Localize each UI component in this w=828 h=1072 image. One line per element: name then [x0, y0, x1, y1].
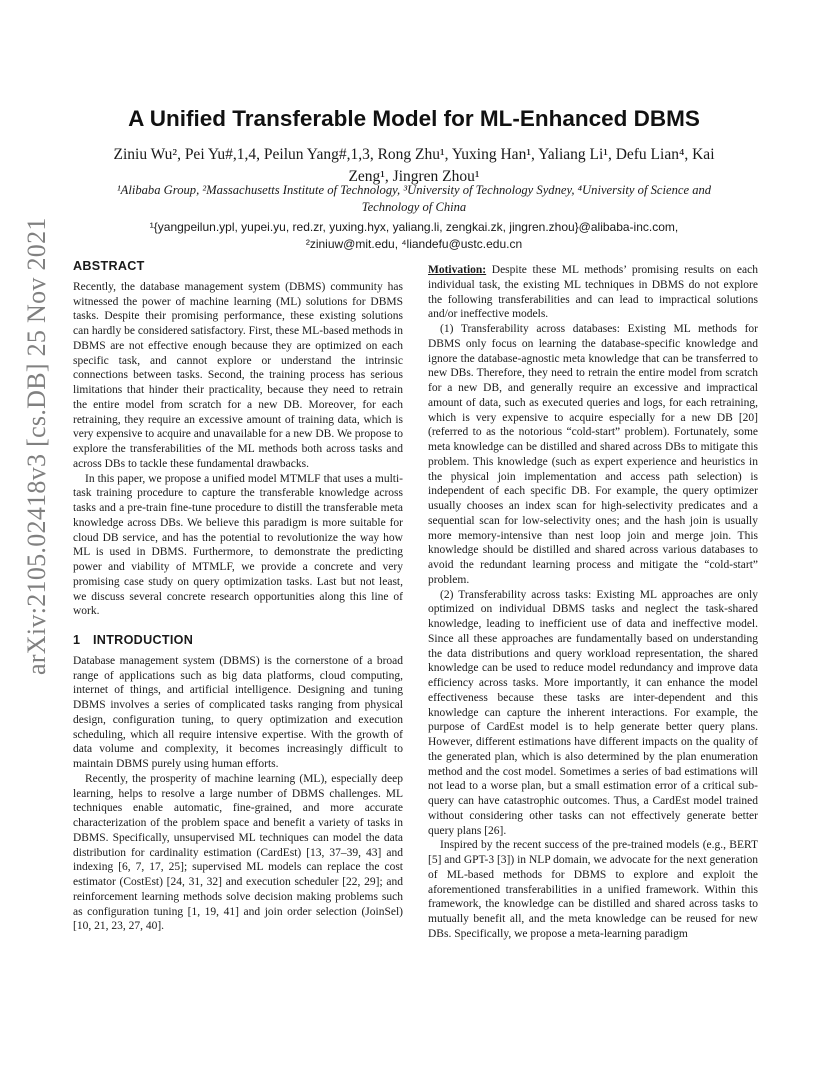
authors-line-2: Zeng¹, Jingren Zhou¹	[348, 168, 480, 185]
motivation-paragraph	[428, 263, 758, 322]
authors-line-1: Ziniu Wu², Pei Yu#,1,4, Peilun Yang#,1,3, Rong Zhu¹, Yuxing Han¹, Yaliang Li¹, Defu Lian⁴, Kai	[113, 146, 715, 163]
motivation-text: Despite these ML methods’ promising results on each individual task, the existing ML techniques in DBMS do not explore the following transferabilities and can lead to impractical solutions and/or ineffective models.	[428, 264, 758, 321]
abstract-heading: ABSTRACT	[73, 259, 145, 273]
right-column	[428, 263, 758, 942]
motivation-label: Motivation:	[428, 264, 487, 276]
section-number: 1	[73, 633, 81, 647]
intro-paragraph-2: Recently, the prosperity of machine learning (ML), especially deep learning, helps to resolve a large number of DBMS challenges. ML techniques enable automatic, fine-grained, and more accurate characterization of the problem space and benefit a variety of tasks in DBMS. Specifically, unsupervised ML techniques can model the data distribution for cardinality estimation (CardEst) [13, 37–39, 43] and indexing [6, 7, 17, 25]; supervised ML models can replace the cost estimator (CostEst) [24, 31, 32] and execution scheduler [22, 29]; and reinforcement learning methods solve decision making problems such as configuration tuning [1, 19, 41] and join order selection (JoinSel) [10, 21, 23, 27, 40].	[73, 772, 403, 933]
emails-line-2: ²ziniuw@mit.edu, ⁴liandefu@ustc.edu.cn	[305, 237, 523, 251]
left-column	[73, 259, 403, 934]
section-title: INTRODUCTION	[93, 633, 194, 647]
introduction-heading	[73, 633, 403, 648]
author-emails	[80, 219, 748, 253]
emails-line-1: ¹{yangpeilun.ypl, yupei.yu, red.zr, yuxing.hyx, yaliang.li, zengkai.zk, jingren.zhou}@alibaba-inc.com,	[149, 220, 679, 234]
transferability-databases-paragraph: (1) Transferability across databases: Existing ML methods for DBMS only focus on learning the database-specific knowledge and ignore the database-agnostic meta knowledge that can be transferred to new DBs. Therefore, they need to retrain the entire model from scratch for a new DB, and generally require an excessive and impractical amount of data, such as executed queries and logs, for each retraining, which is very expensive to acquire especially for a new DB [20] (referred to as the notorious “cold-start” problem). Fortunately, some meta knowledge can be distilled and shared across DBs to mitigate this problem. This knowledge (such as expert experience and heuristics in the physical join implementation and access path selection) is independent of each specific DB. For example, the query optimizer usually chooses an index scan for high-selectivity predicates and a sequential scan for low-selectivity ones; and the hash join is usually more memory-intensive than nest loop join and merge join. This knowledge should be distilled and shared across various databases to avoid the redundant learning process and mitigate the “cold-start” problem.	[428, 323, 758, 586]
affiliations-line-2: Technology of China	[361, 200, 467, 214]
transferability-tasks-paragraph: (2) Transferability across tasks: Existing ML approaches are only optimized on individual DBMS tasks and neglect the task-shared knowledge, leading to inefficient use of data and ineffective model. Since all these approaches are fundamentally based on understanding the data distributions and query workload representation, the shared knowledge can be used to reduce model redundancy and improve data efficiency across tasks. More importantly, it can enhance the model effectiveness because these tasks are inter-dependent and this knowledge can capture the inherent interactions. For example, the purpose of CardEst model is to help generate better query plans. However, different estimations have different impacts on the quality of the generated plan, which is also determined by the plan enumeration method and the cost model. Sometimes a series of bad estimations will not lead to a worse plan, but a small estimation error of a critical sub-query can have catastrophic outcomes. Thus, a CardEst model trained without considering other tasks can not effectively generate better query plans [26].	[428, 588, 758, 837]
abstract-paragraph-1: Recently, the database management system (DBMS) community has witnessed the power of machine learning (ML) solutions for DBMS tasks. Despite their promising performance, these existing solutions can hardly be considered satisfactory. First, these ML-based methods in DBMS are not effective enough because they are optimized on each specific task, and cannot explore or understand the intrinsic connections between tasks. Second, the training process has serious limitations that hinder their practicality, because they need to retrain the entire model from scratch for a new DB. Moreover, for each retraining, they require an excessive amount of training data, which is very expensive to acquire and unavailable for a new DB. We propose to explore the transferabilities of the ML methods both across tasks and across DBs to tackle these fundamental drawbacks.	[73, 280, 404, 470]
inspiration-paragraph: Inspired by the recent success of the pre-trained models (e.g., BERT [5] and GPT-3 [3]) in NLP domain, we advocate for the next generation of ML-based methods for DBMS to explore and exploit the aforementioned transferabilities in a unified framework. Within this framework, the knowledge can be distilled and shared across tasks to mutually benefit all, and the meta knowledge can be reused for new DBs. Specifically, we propose a meta-learning paradigm	[428, 839, 758, 940]
affiliations	[80, 182, 748, 216]
paper-title: A Unified Transferable Model for ML-Enhanced DBMS	[128, 106, 700, 131]
abstract-paragraph-2: In this paper, we propose a unified model MTMLF that uses a multi-task training procedure to capture the transferable knowledge across tasks and a pre-train fine-tune procedure to distill the transferable meta knowledge across DBs. We believe this paradigm is more suitable for cloud DB service, and has the potential to revolutionize the way how ML is used in DBMS. Furthermore, to demonstrate the predicting power and viability of MTMLF, we provide a concrete and very promising case study on query optimization tasks. Last but not least, we discuss several concrete research opportunities along this line of work.	[73, 472, 403, 618]
intro-paragraph-1: Database management system (DBMS) is the cornerstone of a broad range of applications such as big data platforms, cloud computing, internet of things, and artificial intelligence. Designing and tuning DBMS involves a series of complicated tasks ranging from physical design, configuration tuning, to query optimization and execution scheduling, which all require intensive expertise. With the growth of data volume and complexity, it becomes increasingly difficult to maintain DBMS purely using human efforts.	[73, 654, 403, 770]
affiliations-line-1: ¹Alibaba Group, ²Massachusetts Institute of Technology, ³University of Technology Sydney, ⁴University of Science and	[116, 183, 712, 197]
arxiv-stamp: arXiv:2105.02418v3 [cs.DB] 25 Nov 2021	[22, 217, 51, 675]
